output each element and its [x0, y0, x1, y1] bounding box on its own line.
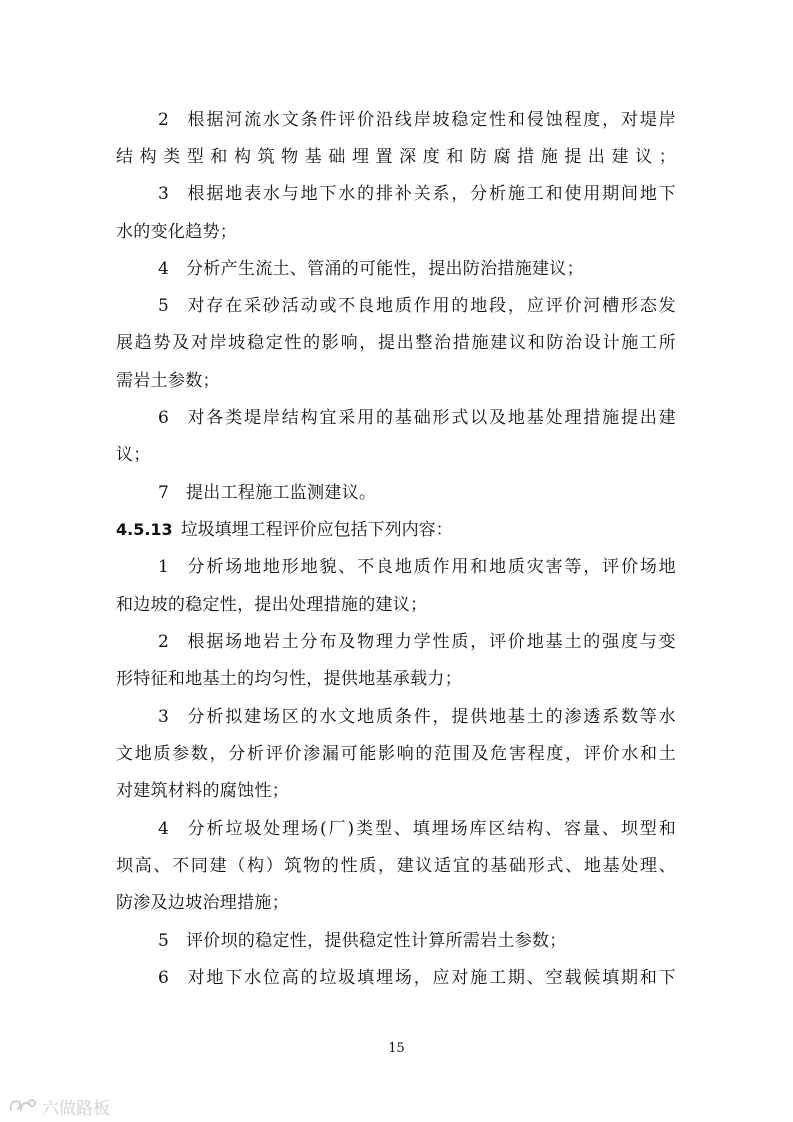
- item-number: 4: [158, 259, 170, 279]
- item-text: 文地质参数，分析评价渗漏可能影响的范围及危害程度，评价水和土: [116, 744, 676, 764]
- item-text: 结构类型和构筑物基础埋置深度和防腐措施提出建议；: [116, 147, 676, 167]
- item-text: 分析垃圾处理场(厂)类型、填埋场库区结构、容量、坝型和: [186, 819, 676, 839]
- item-text: 根据河流水文条件评价沿线岸坡稳定性和侵蚀程度，对堤岸: [186, 110, 676, 130]
- watermark: [8, 1094, 110, 1118]
- item-number: 1: [158, 557, 170, 577]
- section-number: 4.5.13: [116, 520, 173, 539]
- item-text: 对建筑材料的腐蚀性；: [116, 781, 289, 801]
- item-number: 6: [158, 968, 170, 988]
- item-text: 水的变化趋势；: [116, 222, 238, 242]
- item-number: 4: [158, 819, 170, 839]
- watermark-text: 六做路板: [42, 1098, 110, 1119]
- item-number: 2: [158, 110, 170, 130]
- item-number: 6: [158, 408, 170, 428]
- item-text: 根据地表水与地下水的排补关系，分析施工和使用期间地下: [186, 184, 676, 204]
- item-text: 分析产生流土、管涌的可能性，提出防治措施建议；: [186, 259, 584, 279]
- item-number: 2: [158, 632, 170, 652]
- item-text: 防渗及边坡治理措施；: [116, 893, 289, 913]
- item-text: 对地下水位高的垃圾填埋场，应对施工期、空载候填期和下: [186, 968, 676, 988]
- item-text: 坝高、不同建（构）筑物的性质，建议适宜的基础形式、地基处理、: [116, 856, 676, 876]
- item-text: 分析场地地形地貌、不良地质作用和地质灾害等，评价场地: [186, 557, 676, 577]
- item-number: 5: [158, 931, 170, 951]
- item-text: 提出工程施工监测建议。: [186, 483, 377, 503]
- page-number: 15: [388, 1041, 405, 1056]
- item-text: 需岩土参数；: [116, 371, 220, 391]
- item-text: 和边坡的稳定性，提出处理措施的建议；: [116, 595, 428, 615]
- item-text: 根据场地岩土分布及物理力学性质，评价地基土的强度与变: [186, 632, 676, 652]
- item-text: 展趋势及对岸坡稳定性的影响，提出整治措施建议和防治设计施工所: [116, 333, 676, 353]
- item-text: 对存在采砂活动或不良地质作用的地段，应评价河槽形态发: [186, 296, 676, 316]
- item-number: 7: [158, 483, 170, 503]
- item-number: 3: [158, 707, 170, 727]
- watermark-logo-icon: [8, 1096, 38, 1116]
- item-text: 评价坝的稳定性，提供稳定性计算所需岩土参数；: [186, 931, 567, 951]
- item-text: 形特征和地基土的均匀性，提供地基承载力；: [116, 669, 462, 689]
- item-number: 3: [158, 184, 170, 204]
- item-text: 对各类堤岸结构宜采用的基础形式以及地基处理措施提出建: [186, 408, 676, 428]
- section-title: 垃圾填埋工程评价应包括下列内容：: [180, 520, 453, 540]
- item-text: 议；: [116, 445, 151, 465]
- item-number: 5: [158, 296, 170, 316]
- item-text: 分析拟建场区的水文地质条件，提供地基土的渗透系数等水: [186, 707, 676, 727]
- section-heading: [116, 518, 453, 542]
